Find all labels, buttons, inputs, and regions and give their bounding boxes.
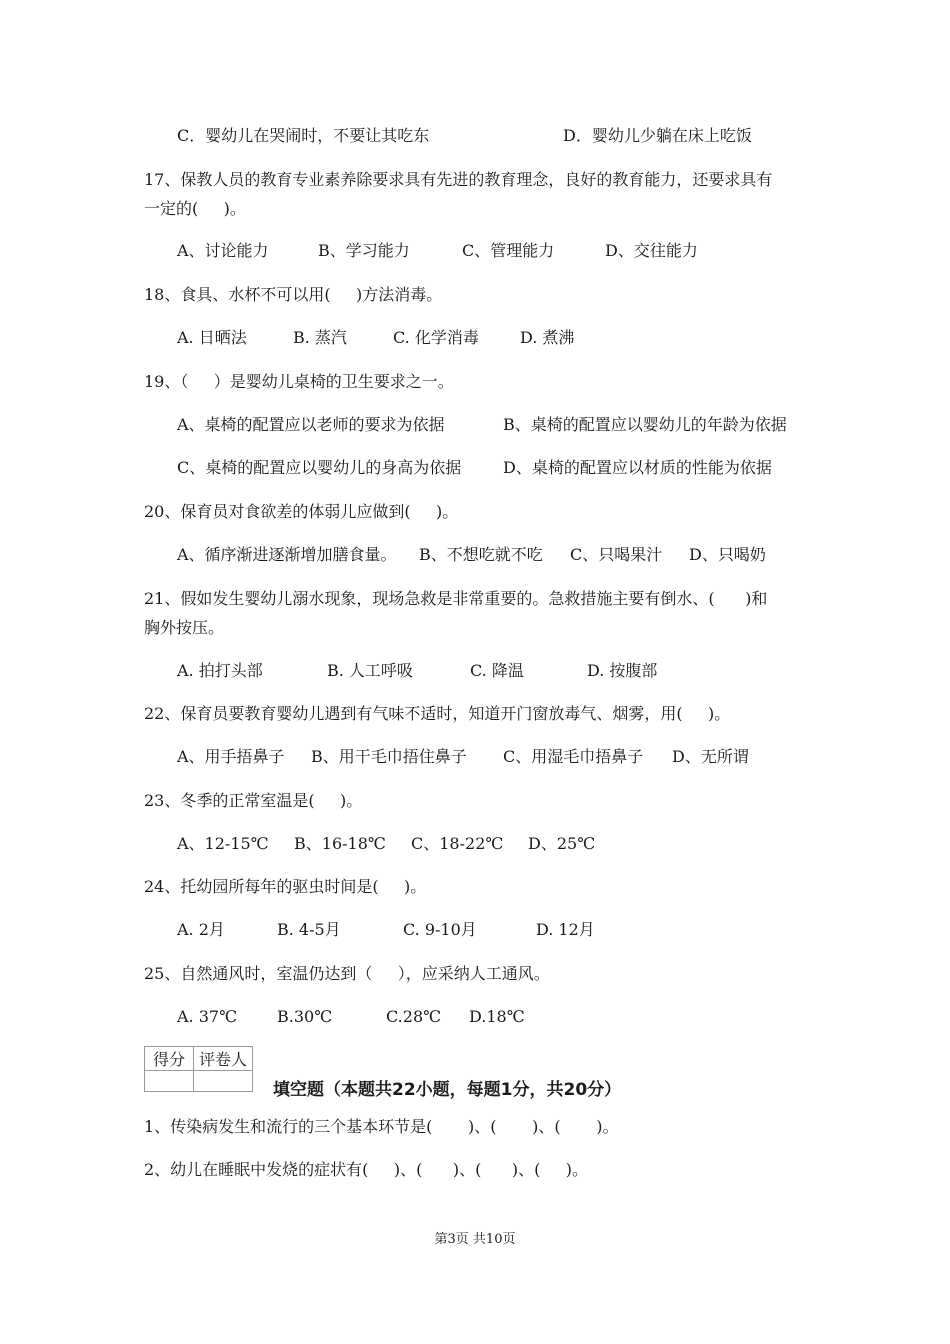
- q18-stem: 18、食具、水杯不可以用( )方法消毒。: [144, 285, 443, 304]
- score-label: 得分: [145, 1047, 194, 1071]
- q24-stem: 24、托幼园所每年的驱虫时间是( )。: [144, 877, 427, 896]
- grader-cell[interactable]: [194, 1071, 253, 1092]
- q20-option-a: A、循序渐进逐渐增加膳食量。: [177, 545, 397, 564]
- q20-option-b: B、不想吃就不吃: [419, 545, 543, 564]
- q22-stem: 22、保育员要教育婴幼儿遇到有气味不适时，知道开门窗放毒气、烟雾，用( )。: [144, 704, 731, 723]
- q20-option-c: C、只喝果汁: [570, 545, 663, 564]
- q17-option-a: A、讨论能力: [177, 241, 269, 260]
- q25-option-b: B.30℃: [277, 1007, 333, 1026]
- q24-option-d: D. 12月: [536, 920, 595, 939]
- q23-stem: 23、冬季的正常室温是( )。: [144, 791, 363, 810]
- q16-option-d: D．婴幼儿少躺在床上吃饭: [563, 126, 752, 145]
- q17-option-c: C、管理能力: [462, 241, 555, 260]
- q23-option-c: C、18-22℃: [411, 834, 504, 853]
- fill-question-1: 1、传染病发生和流行的三个基本环节是( )、( )、( )。: [144, 1117, 619, 1136]
- q17-stem-line1: 17、保教人员的教育专业素养除要求具有先进的教育理念，良好的教育能力，还要求具有: [144, 170, 773, 189]
- q18-option-d: D. 煮沸: [520, 328, 575, 347]
- q18-option-a: A. 日晒法: [177, 328, 247, 347]
- q24-option-c: C. 9-10月: [403, 920, 477, 939]
- q19-option-d: D、桌椅的配置应以材质的性能为依据: [503, 458, 772, 477]
- q22-option-a: A、用手捂鼻子: [177, 747, 285, 766]
- q19-stem: 19、（ ）是婴幼儿桌椅的卫生要求之一。: [144, 372, 454, 391]
- q18-option-c: C. 化学消毒: [393, 328, 479, 347]
- q21-option-b: B. 人工呼吸: [327, 661, 413, 680]
- q21-stem-line2: 胸外按压。: [144, 618, 225, 637]
- q25-option-c: C.28℃: [386, 1007, 442, 1026]
- q18-option-b: B. 蒸汽: [293, 328, 347, 347]
- q21-option-a: A. 拍打头部: [177, 661, 263, 680]
- q16-option-c: C．婴幼儿在哭闹时，不要让其吃东: [177, 126, 430, 145]
- q19-option-b: B、桌椅的配置应以婴幼儿的年龄为依据: [503, 415, 787, 434]
- q21-option-d: D. 按腹部: [587, 661, 658, 680]
- q17-stem-line2: 一定的( )。: [144, 199, 246, 218]
- q22-option-b: B、用干毛巾捂住鼻子: [311, 747, 467, 766]
- q21-stem-line1: 21、假如发生婴幼儿溺水现象，现场急救是非常重要的。急救措施主要有倒水、( )和: [144, 589, 768, 608]
- score-table: [144, 1046, 253, 1092]
- q17-option-b: B、学习能力: [318, 241, 410, 260]
- score-cell[interactable]: [145, 1071, 194, 1092]
- q24-option-b: B. 4-5月: [277, 920, 341, 939]
- grader-label: 评卷人: [194, 1047, 253, 1071]
- q19-option-c: C、桌椅的配置应以婴幼儿的身高为依据: [177, 458, 462, 477]
- q22-option-c: C、用湿毛巾捂鼻子: [503, 747, 644, 766]
- q21-option-c: C. 降温: [470, 661, 524, 680]
- q19-option-a: A、桌椅的配置应以老师的要求为依据: [177, 415, 445, 434]
- q25-stem: 25、自然通风时，室温仍达到（ ），应采纳人工通风。: [144, 964, 550, 983]
- page-footer: 第3页 共10页: [434, 1232, 516, 1247]
- section-title: 填空题（本题共22小题，每题1分，共20分）: [273, 1080, 622, 1100]
- q23-option-b: B、16-18℃: [294, 834, 386, 853]
- q24-option-a: A. 2月: [177, 920, 225, 939]
- fill-question-2: 2、幼儿在睡眠中发烧的症状有( )、( )、( )、( )。: [144, 1160, 589, 1179]
- q20-option-d: D、只喝奶: [689, 545, 766, 564]
- q23-option-d: D、25℃: [528, 834, 596, 853]
- q23-option-a: A、12-15℃: [177, 834, 269, 853]
- q25-option-a: A. 37℃: [177, 1007, 237, 1026]
- q17-option-d: D、交往能力: [605, 241, 698, 260]
- q22-option-d: D、无所谓: [672, 747, 749, 766]
- q20-stem: 20、保育员对食欲差的体弱儿应做到( )。: [144, 502, 459, 521]
- q25-option-d: D.18℃: [469, 1007, 525, 1026]
